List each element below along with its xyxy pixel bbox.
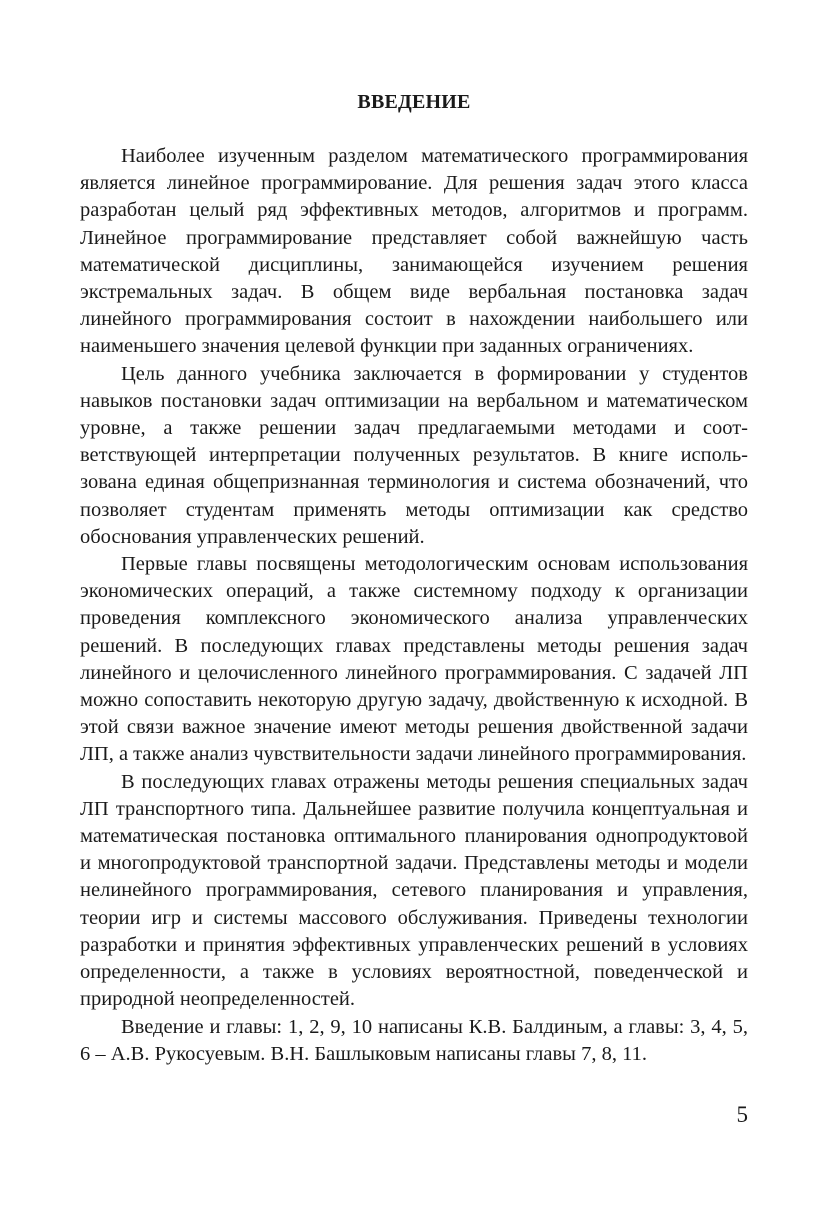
paragraph-goal: Цель данного учебника заключается в формировании у студентов навыков постановки задач оптимизации на вербальном и математическом уровне, а также решении задач предлагаемыми методами и соответствующей интерпретации полученных результатов. В книге использована единая общепризнанная терминология и система обозначений, что позволяет студентам применять методы оптимизации как средство обоснования управленческих решений. [80,362,748,548]
chapter-title: ВВЕДЕНИЕ [357,91,471,113]
page-number: 5 [736,1102,748,1127]
chapter-body [80,143,748,1068]
paragraph-first-chapters: Первые главы посвящены методологическим основам использования экономических операций, а также системному подходу к организации проведения комплексного экономического анализа управленческих решений. В последующих главах представлены методы решения задач линейного и целочисленного линейного программирования. С задачей ЛП можно сопоставить некоторую другую задачу, двойственную к исходной. В этой связи важное значение имеют методы решения двойственной задачи ЛП, а также анализ чувствительности задачи линейного программирования. [80,553,748,766]
paragraph-intro: Наиболее изученным разделом математического программирования является линейное программирование. Для решения задач этого класса разработан целый ряд эффективных методов, алгоритмов и программ. Линейное программирование представляет собой важнейшую часть математической дисциплины, занимающейся изучением решения экстремальных задач. В общем виде вербальная постановка задач линейного программирования состоит в нахождении наибольшего или наименьшего значения целевой функции при заданных ограничениях. [80,145,748,358]
paragraph-authors: Введение и главы: 1, 2, 9, 10 написаны К.В. Балдиным, а главы: 3, 4, 5, 6 – А.В. Рукосуевым. В.Н. Башлыковым написаны главы 7, 8, 11. [80,1015,748,1065]
paragraph-later-chapters: В последующих главах отражены методы решения специальных задач ЛП транспортного типа. Дальнейшее развитие получила концептуальная и математическая постановка оптимального планирования однопродуктовой и многопродуктовой транспортной задачи. Представлены методы и модели нелинейного программирования, сетевого планирования и управления, теории игр и системы массового обслуживания. Приведены технологии разработки и принятия эффективных управленческих решений в условиях определенности, а также в условиях вероятностной, поведенческой и природной неопределенностей. [80,770,748,1011]
